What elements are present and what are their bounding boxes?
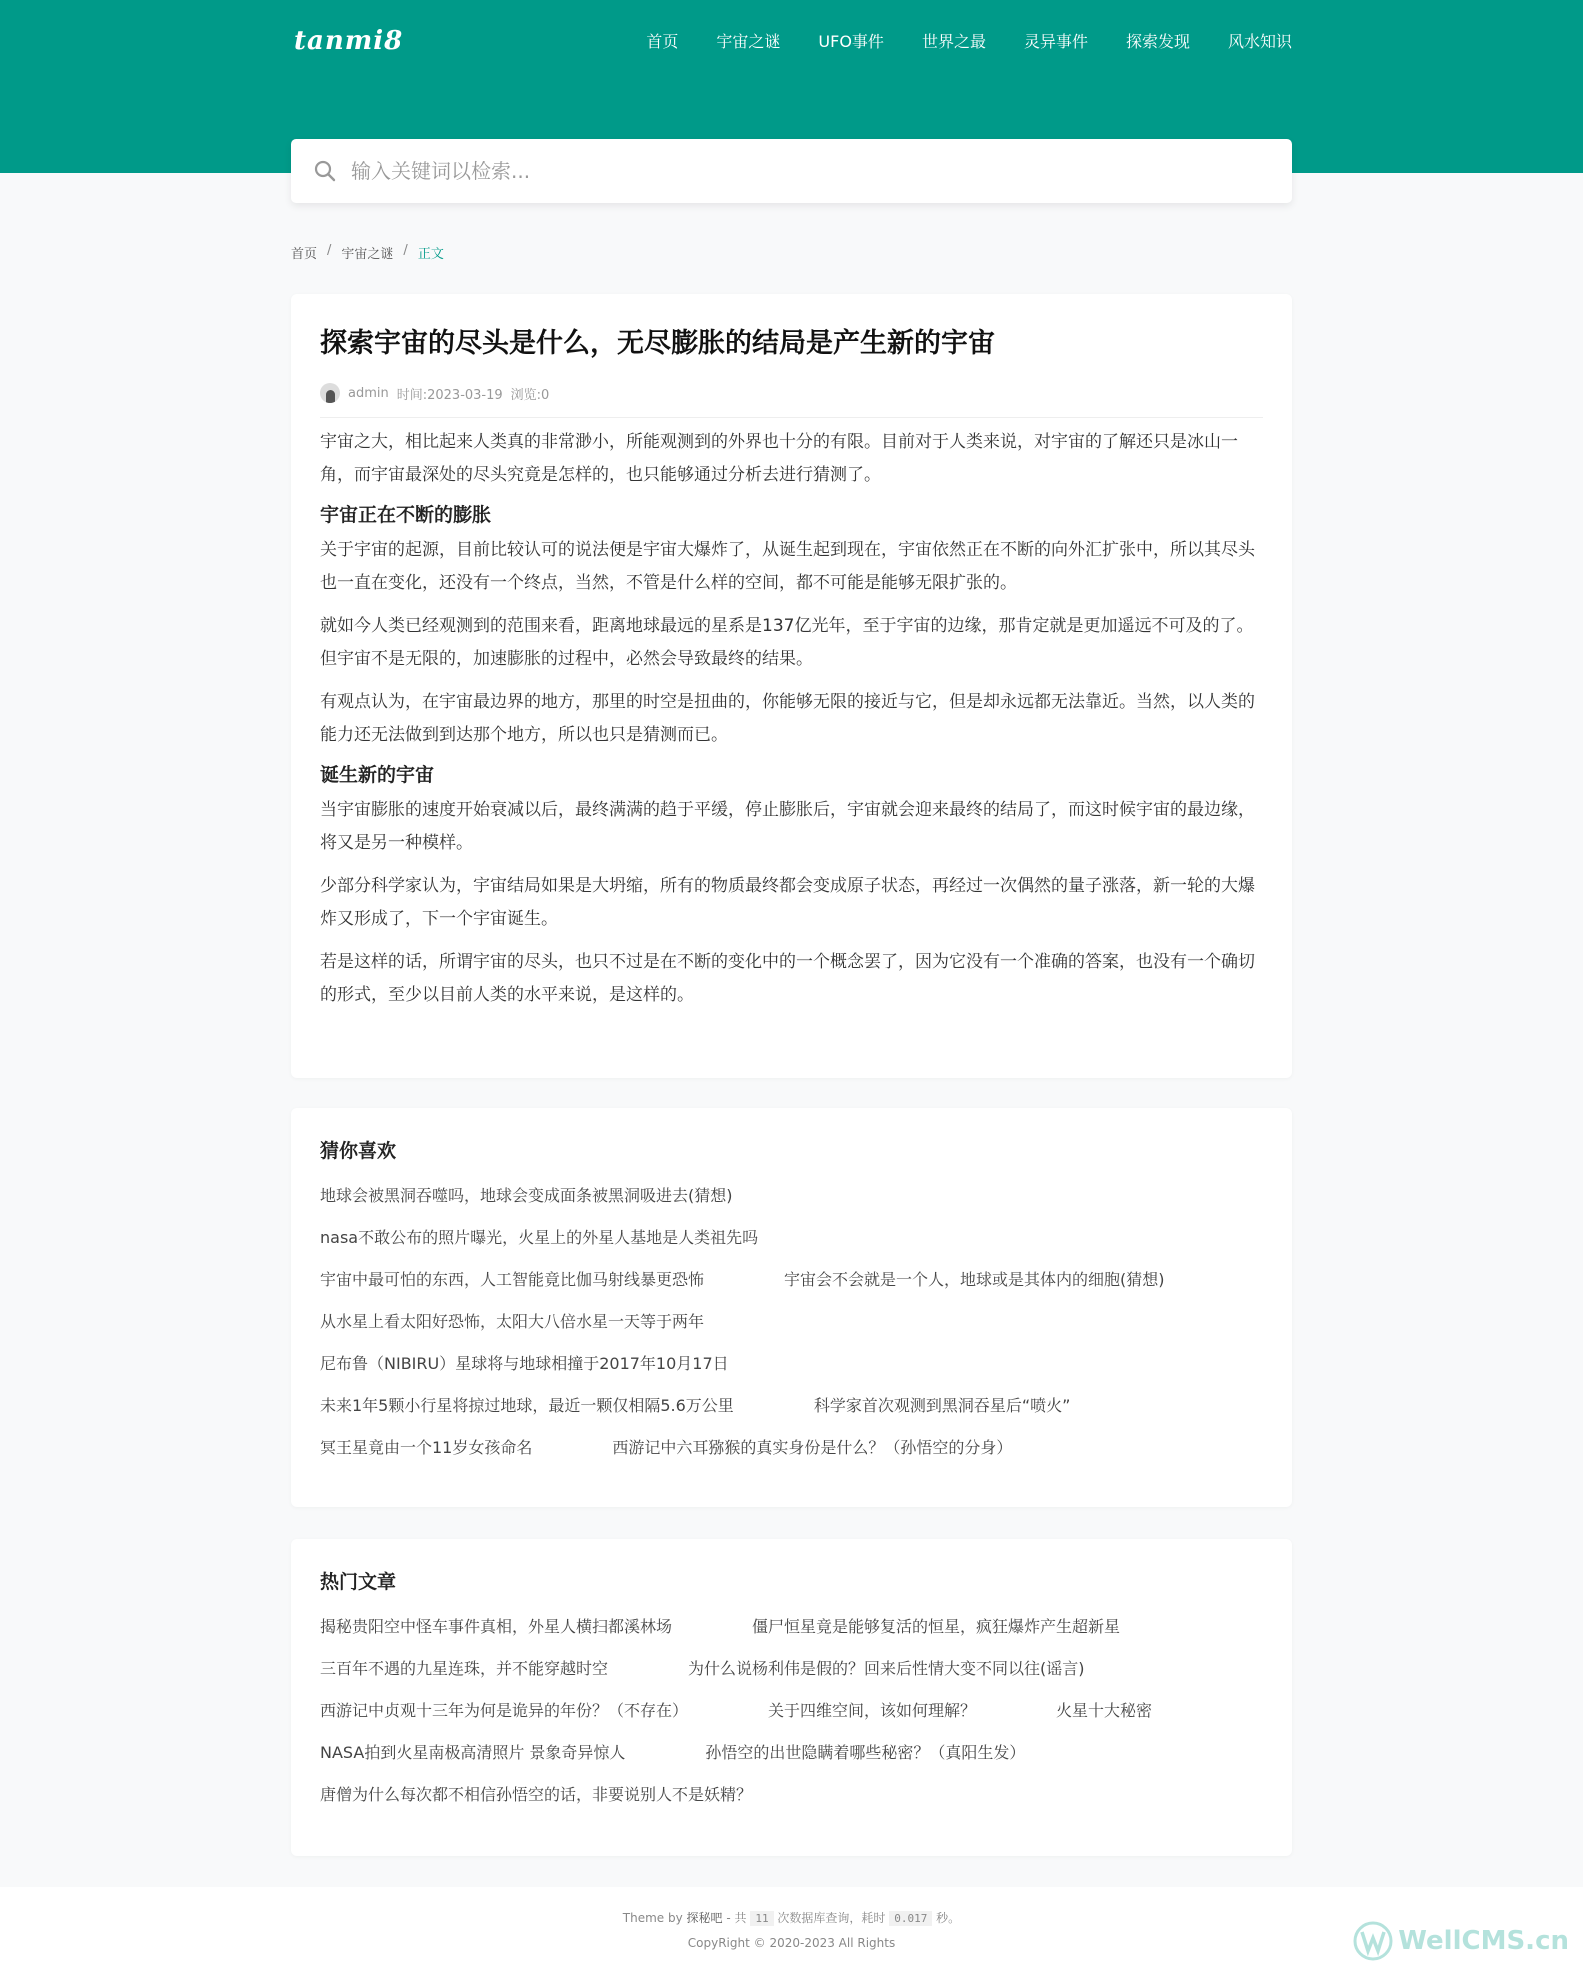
- search-input[interactable]: [351, 159, 1251, 183]
- publish-time: 时间:2023-03-19: [396, 387, 503, 403]
- article-card: [291, 294, 1292, 1078]
- site-logo[interactable]: tanmi8: [294, 26, 404, 56]
- nav-discovery[interactable]: 探索发现: [1125, 32, 1190, 51]
- article-paragraph: 就如今人类已经观测到的范围来看，距离地球最远的星系是137亿光年，至于宇宙的边缘，那肯定就是更加遥远不可及的了。但宇宙不是无限的，加速膨胀的过程中，必然会导致最终的结果。: [320, 616, 1254, 669]
- hot-list: [320, 1604, 1263, 1814]
- footer-text: 次数据库查询，耗时: [773, 1911, 890, 1925]
- hot-article-link[interactable]: 西游记中贞观十三年为何是诡异的年份？（不存在）: [320, 1700, 689, 1720]
- related-title: 猜你喜欢: [320, 1140, 397, 1162]
- nav-paranormal[interactable]: 灵异事件: [1023, 32, 1088, 51]
- footer: [0, 1887, 1583, 1976]
- author-name[interactable]: admin: [348, 385, 389, 401]
- breadcrumb: [291, 243, 444, 262]
- wellcms-icon: [1352, 1920, 1394, 1962]
- nav-world-best[interactable]: 世界之最: [921, 32, 986, 51]
- link-row: [320, 1383, 1263, 1425]
- nav-ufo[interactable]: UFO事件: [818, 32, 884, 51]
- hot-article-link[interactable]: 唐僧为什么每次都不相信孙悟空的话，非要说别人不是妖精？: [320, 1784, 753, 1804]
- hot-article-link[interactable]: 关于四维空间，该如何理解？: [768, 1700, 977, 1720]
- footer-stats: [0, 1909, 1583, 1926]
- watermark-logo: WellCMS.cn: [1352, 1920, 1569, 1962]
- breadcrumb-home[interactable]: 首页: [291, 247, 318, 262]
- query-count: 11: [750, 1911, 773, 1926]
- link-row: [320, 1299, 1263, 1341]
- nav-home[interactable]: 首页: [646, 32, 679, 51]
- nav-fengshui[interactable]: 风水知识: [1227, 32, 1292, 51]
- hot-article-link[interactable]: 三百年不遇的九星连珠，并不能穿越时空: [320, 1658, 609, 1678]
- link-row: [320, 1425, 1263, 1467]
- related-article-link[interactable]: 宇宙会不会就是一个人，地球或是其体内的细胞(猜想): [784, 1269, 1165, 1289]
- related-article-link[interactable]: nasa不敢公布的照片曝光，火星上的外星人基地是人类祖先吗: [320, 1227, 759, 1247]
- hot-card: [291, 1539, 1292, 1856]
- view-count: 浏览:0: [510, 387, 550, 403]
- hot-article-link[interactable]: 揭秘贵阳空中怪车事件真相，外星人横扫都溪林场: [320, 1616, 673, 1636]
- article-content: [320, 426, 1263, 1012]
- link-row: [320, 1173, 1263, 1215]
- footer-text: 秒。: [932, 1911, 961, 1925]
- link-row: [320, 1604, 1263, 1646]
- related-article-link[interactable]: 地球会被黑洞吞噬吗，地球会变成面条被黑洞吸进去(猜想): [320, 1185, 733, 1205]
- hot-article-link[interactable]: 孙悟空的出世隐瞒着哪些秘密？（真阳生发）: [705, 1742, 1026, 1762]
- article-paragraph: 关于宇宙的起源，目前比较认可的说法便是宇宙大爆炸了，从诞生起到现在，宇宙依然正在不断的向外汇扩张中，所以其尽头也一直在变化，还没有一个终点，当然，不管是什么样的空间，都不可能是能够无限扩张的。: [320, 540, 1255, 593]
- footer-text: Theme by: [622, 1911, 687, 1925]
- search-icon: [313, 159, 337, 183]
- article-paragraph: 若是这样的话，所谓宇宙的尽头，也只不过是在不断的变化中的一个概念罢了，因为它没有一个准确的答案，也没有一个确切的形式，至少以目前人类的水平来说，是这样的。: [320, 952, 1255, 1005]
- related-article-link[interactable]: 未来1年5颗小行星将掠过地球，最近一颗仅相隔5.6万公里: [320, 1395, 734, 1415]
- hot-title: 热门文章: [320, 1571, 397, 1593]
- related-article-link[interactable]: 科学家首次观测到黑洞吞星后“喷火”: [813, 1395, 1071, 1415]
- related-article-link[interactable]: 尼布鲁（NIBIRU）星球将与地球相撞于2017年10月17日: [320, 1353, 729, 1373]
- article-subheading: 诞生新的宇宙: [320, 764, 435, 786]
- link-row: [320, 1688, 1263, 1730]
- related-article-link[interactable]: 冥王星竟由一个11岁女孩命名: [320, 1437, 533, 1457]
- hot-article-link[interactable]: 火星十大秘密: [1056, 1700, 1153, 1720]
- breadcrumb-current: 正文: [417, 247, 444, 262]
- footer-text: - 共: [722, 1911, 751, 1925]
- nav-universe[interactable]: 宇宙之谜: [716, 32, 781, 51]
- article-paragraph: 少部分科学家认为，宇宙结局如果是大坍缩，所有的物质最终都会变成原子状态，再经过一次偶然的量子涨落，新一轮的大爆炸又形成了，下一个宇宙诞生。: [320, 876, 1255, 929]
- article-subheading: 宇宙正在不断的膨胀: [320, 504, 492, 526]
- breadcrumb-separator: /: [403, 243, 408, 258]
- related-article-link[interactable]: 宇宙中最可怕的东西，人工智能竟比伽马射线暴更恐怖: [320, 1269, 705, 1289]
- hot-article-link[interactable]: NASA拍到火星南极高清照片 景象奇异惊人: [320, 1742, 626, 1762]
- related-article-link[interactable]: 西游记中六耳猕猴的真实身份是什么？（孙悟空的分身）: [612, 1437, 1013, 1457]
- link-row: [320, 1646, 1263, 1688]
- elapsed-time: 0.017: [889, 1911, 932, 1926]
- related-card: [291, 1108, 1292, 1507]
- breadcrumb-category[interactable]: 宇宙之谜: [341, 247, 394, 262]
- link-row: [320, 1257, 1263, 1299]
- search-bar: [291, 139, 1292, 203]
- link-row: [320, 1341, 1263, 1383]
- hot-article-link[interactable]: 为什么说杨利伟是假的？回来后性情大变不同以往(谣言): [688, 1658, 1085, 1678]
- hot-article-link[interactable]: 僵尸恒星竟是能够复活的恒星，疯狂爆炸产生超新星: [752, 1616, 1121, 1636]
- main-nav: [608, 30, 1292, 54]
- related-list: [320, 1173, 1263, 1467]
- article-title: 探索宇宙的尽头是什么，无尽膨胀的结局是产生新的宇宙: [320, 328, 995, 359]
- theme-link[interactable]: 探秘吧: [686, 1911, 723, 1925]
- copyright: CopyRight © 2020-2023 All Rights: [687, 1936, 896, 1950]
- breadcrumb-separator: /: [327, 243, 332, 258]
- link-row: [320, 1730, 1263, 1772]
- link-row: [320, 1772, 1263, 1814]
- related-article-link[interactable]: 从水星上看太阳好恐怖，太阳大八倍水星一天等于两年: [320, 1311, 705, 1331]
- article-paragraph: 宇宙之大，相比起来人类真的非常渺小，所能观测到的外界也十分的有限。目前对于人类来说，对宇宙的了解还只是冰山一角，而宇宙最深处的尽头究竟是怎样的，也只能够通过分析去进行猜测了。: [320, 432, 1238, 485]
- article-paragraph: 当宇宙膨胀的速度开始衰减以后，最终满满的趋于平缓，停止膨胀后，宇宙就会迎来最终的结局了，而这时候宇宙的最边缘，将又是另一种模样。: [320, 800, 1255, 853]
- article-paragraph: 有观点认为，在宇宙最边界的地方，那里的时空是扭曲的，你能够无限的接近与它，但是却永远都无法靠近。当然，以人类的能力还无法做到到达那个地方，所以也只是猜测而已。: [320, 692, 1255, 745]
- avatar: [320, 383, 340, 403]
- link-row: [320, 1215, 1263, 1257]
- article-meta: [320, 383, 1263, 418]
